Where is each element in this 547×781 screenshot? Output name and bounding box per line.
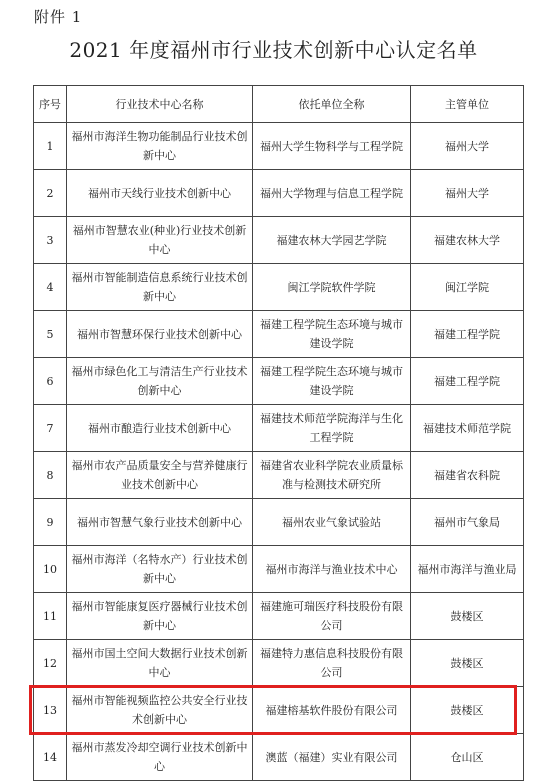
column-header-host-unit: 依托单位全称 <box>253 86 411 123</box>
supervisor-unit: 仓山区 <box>411 734 524 781</box>
table-row-highlighted <box>34 734 524 781</box>
supervisor-unit: 福建工程学院 <box>411 311 524 358</box>
table-header-row <box>34 86 524 123</box>
center-name: 福州市智慧气象行业技术创新中心 <box>67 499 253 546</box>
row-number: 2 <box>34 170 67 217</box>
supervisor-unit: 福建农林大学 <box>411 217 524 264</box>
supervisor-unit: 福建省农科院 <box>411 452 524 499</box>
table-row <box>34 123 524 170</box>
center-name: 福州市智慧环保行业技术创新中心 <box>67 311 253 358</box>
supervisor-unit: 鼓楼区 <box>411 593 524 640</box>
table-row <box>34 546 524 593</box>
table-row <box>34 264 524 311</box>
row-number: 11 <box>34 593 67 640</box>
table-row <box>34 452 524 499</box>
supervisor-unit: 福建工程学院 <box>411 358 524 405</box>
table-row <box>34 593 524 640</box>
supervisor-unit: 福州大学 <box>411 123 524 170</box>
column-header-supervisor: 主管单位 <box>411 86 524 123</box>
row-number: 10 <box>34 546 67 593</box>
row-number: 6 <box>34 358 67 405</box>
host-unit: 福建技术师范学院海洋与生化工程学院 <box>253 405 411 452</box>
host-unit: 福州大学物理与信息工程学院 <box>253 170 411 217</box>
row-number: 9 <box>34 499 67 546</box>
supervisor-unit: 福州大学 <box>411 170 524 217</box>
host-unit: 闽江学院软件学院 <box>253 264 411 311</box>
table-row <box>34 499 524 546</box>
row-number: 12 <box>34 640 67 687</box>
row-number: 1 <box>34 123 67 170</box>
supervisor-unit: 鼓楼区 <box>411 640 524 687</box>
center-name: 福州市国土空间大数据行业技术创新中心 <box>67 640 253 687</box>
center-name: 福州市天线行业技术创新中心 <box>67 170 253 217</box>
center-name: 福州市绿色化工与清洁生产行业技术创新中心 <box>67 358 253 405</box>
host-unit: 福建榕基软件股份有限公司 <box>253 687 411 734</box>
supervisor-unit: 闽江学院 <box>411 264 524 311</box>
supervisor-unit: 鼓楼区 <box>411 687 524 734</box>
row-number: 4 <box>34 264 67 311</box>
attachment-label: 附件 1 <box>34 8 83 26</box>
table-row <box>34 358 524 405</box>
center-name: 福州市智慧农业(种业)行业技术创新中心 <box>67 217 253 264</box>
row-number: 5 <box>34 311 67 358</box>
table-row <box>34 405 524 452</box>
center-name: 福州市智能视频监控公共安全行业技术创新中心 <box>67 687 253 734</box>
center-name: 福州市海洋（名特水产）行业技术创新中心 <box>67 546 253 593</box>
supervisor-unit: 福建技术师范学院 <box>411 405 524 452</box>
supervisor-unit: 福州市海洋与渔业局 <box>411 546 524 593</box>
center-name: 福州市海洋生物功能制品行业技术创新中心 <box>67 123 253 170</box>
column-header-center-name: 行业技术中心名称 <box>67 86 253 123</box>
table-row <box>34 640 524 687</box>
host-unit: 福建特力惠信息科技股份有限公司 <box>253 640 411 687</box>
host-unit: 福建施可瑞医疗科技股份有限公司 <box>253 593 411 640</box>
host-unit: 福州市海洋与渔业技术中心 <box>253 546 411 593</box>
host-unit: 福建工程学院生态环境与城市建设学院 <box>253 358 411 405</box>
row-number: 8 <box>34 452 67 499</box>
row-number: 3 <box>34 217 67 264</box>
document-title: 2021 年度福州市行业技术创新中心认定名单 <box>69 38 478 62</box>
table-row <box>34 170 524 217</box>
center-name: 福州市智能康复医疗器械行业技术创新中心 <box>67 593 253 640</box>
row-number: 14 <box>34 734 67 781</box>
row-number: 7 <box>34 405 67 452</box>
table-row <box>34 311 524 358</box>
host-unit: 福州大学生物科学与工程学院 <box>253 123 411 170</box>
row-number: 13 <box>34 687 67 734</box>
host-unit: 福建农林大学园艺学院 <box>253 217 411 264</box>
recognition-table <box>33 85 524 781</box>
center-name: 福州市农产品质量安全与营养健康行业技术创新中心 <box>67 452 253 499</box>
host-unit: 澳蓝（福建）实业有限公司 <box>253 734 411 781</box>
table-row <box>34 687 524 734</box>
host-unit: 福建省农业科学院农业质量标准与检测技术研究所 <box>253 452 411 499</box>
center-name: 福州市智能制造信息系统行业技术创新中心 <box>67 264 253 311</box>
column-header-no: 序号 <box>34 86 67 123</box>
host-unit: 福州农业气象试验站 <box>253 499 411 546</box>
supervisor-unit: 福州市气象局 <box>411 499 524 546</box>
center-name: 福州市蒸发冷却空调行业技术创新中心 <box>67 734 253 781</box>
center-name: 福州市酿造行业技术创新中心 <box>67 405 253 452</box>
host-unit: 福建工程学院生态环境与城市建设学院 <box>253 311 411 358</box>
table-row <box>34 217 524 264</box>
